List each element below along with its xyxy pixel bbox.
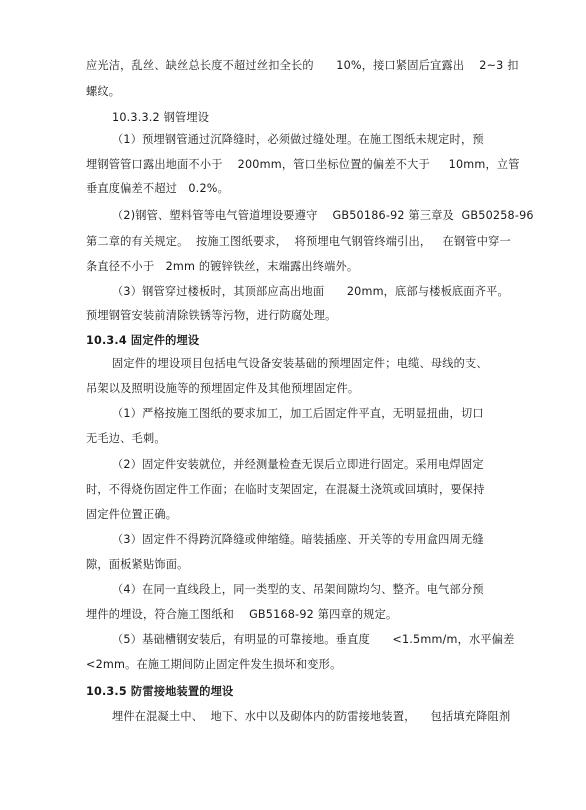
text-line: 时，不得烧伤固定件工作面；在临时支架固定，在混凝土浇筑或回填时，要保持	[86, 483, 485, 496]
text-line: 埋件在混凝土中、 地下、水中以及砌体内的防雷接地装置， 包括填充降阻剂	[112, 710, 511, 723]
text-line: 第二章的有关规定。 按施工图纸要求， 将预埋电气钢管终端引出， 在钢管中穿一	[86, 235, 511, 248]
text-line: 无毛边、毛刺。	[86, 432, 166, 445]
text-line: （1）严格按施工图纸的要求加工，加工后固定件平直，无明显扭曲，切口	[112, 407, 484, 420]
text-line: 固定件位置正确。	[86, 508, 178, 521]
section-heading: 10.3.4 固定件的埋设	[86, 334, 200, 347]
text-line: （4）在同一直线段上，同一类型的支、吊架间隙均匀、整齐。电气部分预	[112, 583, 484, 596]
text-line: 固定件的埋设项目包括电气设备安装基础的预埋固定件；电缆、母线的支、	[112, 357, 488, 370]
text-line: 垂直度偏差不超过 0.2%。	[86, 182, 229, 195]
text-line: 螺纹。	[86, 85, 121, 98]
text-line: 应光洁，乱丝、缺丝总长度不超过丝扣全长的 10%，接口紧固后宜露出 2~3 扣	[86, 59, 519, 72]
text-line: （2)钢管、塑料管等电气管道埋设要遵守 GB50186-92 第三章及 GB50258-96	[112, 209, 534, 222]
text-line: （2）固定件安装就位，并经测量检查无误后立即进行固定。采用电焊固定	[112, 458, 484, 471]
text-line: 埋钢管管口露出地面不小于 200mm，管口坐标位置的偏差不大于 10mm，立管	[86, 158, 520, 171]
text-line: （3）固定件不得跨沉降缝或伸缩缝。暗装插座、开关等的专用盒四周无缝	[112, 533, 484, 546]
text-line: 隙，面板紧贴饰面。	[86, 558, 189, 571]
text-line: （1）预埋钢管通过沉降缝时，必须做过缝处理。在施工图纸未规定时，预	[112, 133, 484, 146]
text-line: <2mm。在施工期间防止固定件发生损坏和变形。	[86, 658, 342, 671]
text-line: （3）钢管穿过楼板时，其顶部应高出地面 20mm，底部与楼板底面齐平。	[112, 285, 509, 298]
text-line: 预埋钢管安装前清除铁锈等污物，进行防腐处理。	[86, 309, 337, 322]
text-line: （5）基础槽钢安装后，有明显的可靠接地。垂直度 <1.5mm/m，水平偏差	[112, 633, 515, 646]
subsection-heading: 10.3.3.2 钢管埋设	[112, 111, 210, 124]
text-line: 条直径不小于 2mm 的镀锌铁丝，末端露出终端外。	[86, 260, 359, 273]
text-line: 埋件的埋设，符合施工图纸和 GB5168-92 第四章的规定。	[86, 608, 398, 621]
text-line: 吊架以及照明设施等的预埋固定件及其他预埋固定件。	[86, 382, 360, 395]
section-heading: 10.3.5 防雷接地装置的埋设	[86, 685, 234, 698]
